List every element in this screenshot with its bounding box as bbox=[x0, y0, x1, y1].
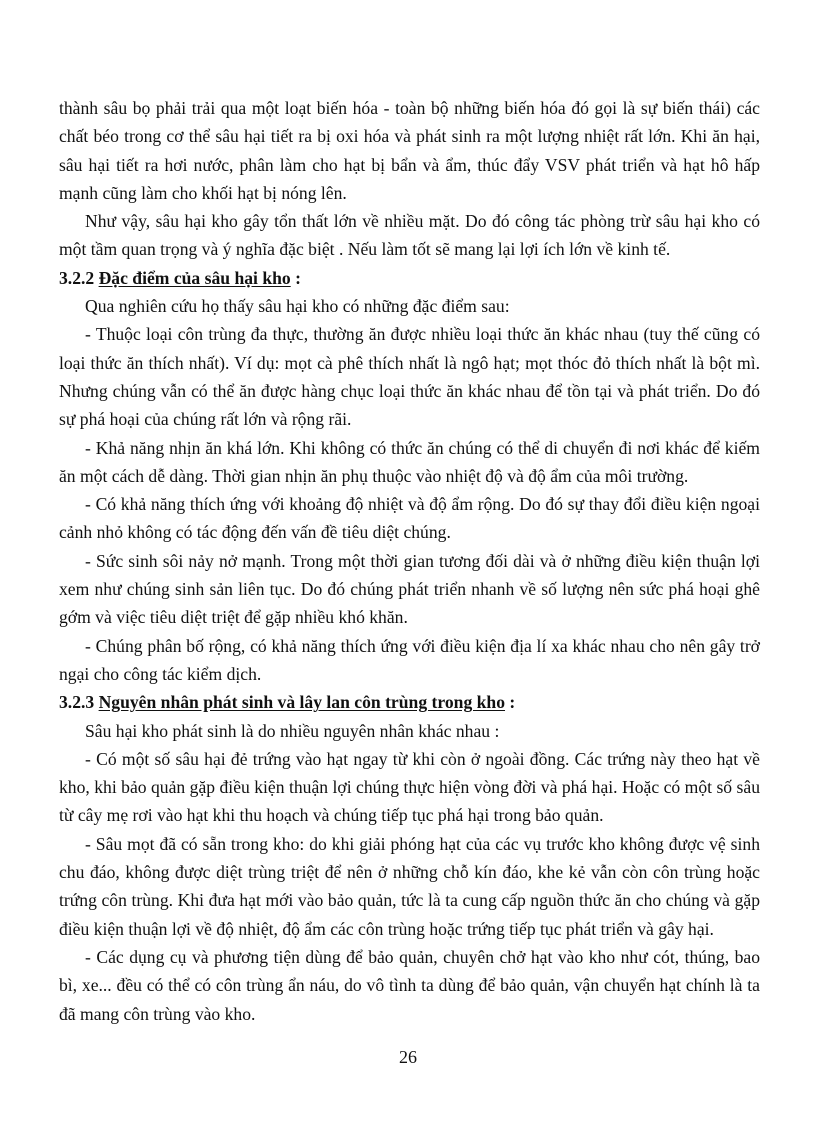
page-number: 26 bbox=[399, 1047, 417, 1067]
paragraph: Qua nghiên cứu họ thấy sâu hại kho có những đặc điểm sau: bbox=[85, 296, 510, 317]
section-title-suffix: : bbox=[290, 267, 301, 288]
section-heading-3-2-2 bbox=[59, 264, 760, 292]
list-item: - Sâu mọt đã có sẵn trong kho: do khi giải phóng hạt của các vụ trước kho không được vệ sinh chu đáo, không được diệt trùng triệt để nên ở những chỗ kín đáo, khe kẻ vẫn còn côn trùng hoặc trứng côn trùng. Khi đưa hạt mới vào bảo quản, tức là ta cung cấp nguồn thức ăn cho chúng và gặp điều kiện thuận lợi về độ nhiệt, độ ẩm các côn trùng hoặc trứng tiếp tục phát triển và gây hại. bbox=[59, 833, 760, 939]
list-item: - Sức sinh sôi nảy nở mạnh. Trong một thời gian tương đối dài và ở những điều kiện thuận lợi xem như chúng sinh sản liên tục. Do đó chúng phát triển nhanh về số lượng nên sức phá hoại ghê gớm và việc tiêu diệt triệt để gặp nhiều khó khăn. bbox=[59, 550, 760, 628]
list-item: - Có một số sâu hại đẻ trứng vào hạt ngay từ khi còn ở ngoài đồng. Các trứng này theo hạt về kho, khi bảo quản gặp điều kiện thuận lợi chúng thực hiện vòng đời và phá hại. Hoặc có một số sâu từ cây mẹ rơi vào hạt khi thu hoạch và chúng tiếp tục phá hại trong bảo quản. bbox=[59, 748, 760, 826]
section-number: 3.2.3 bbox=[59, 692, 95, 713]
document-page bbox=[59, 94, 760, 1028]
paragraph: Sâu hại kho phát sinh là do nhiều nguyên nhân khác nhau : bbox=[85, 720, 500, 741]
list-item: - Chúng phân bố rộng, có khả năng thích ứng với điều kiện địa lí xa khác nhau cho nên gây trở ngại cho công tác kiểm dịch. bbox=[59, 635, 760, 684]
section-title: Đặc điểm của sâu hại kho bbox=[98, 267, 291, 288]
paragraph: thành sâu bọ phải trải qua một loạt biến hóa - toàn bộ những biến hóa đó gọi là sự biến thái) các chất béo trong cơ thể sâu hại tiết ra bị oxi hóa và phát sinh ra một lượng nhiệt rất lớn. Khi ăn hại, sâu hại tiết ra hơi nước, phân làm cho hạt bị bẩn và ẩm, thúc đẩy VSV phát triển và hạt hô hấp mạnh cũng làm cho khối hạt bị nóng lên. bbox=[59, 98, 760, 203]
section-heading-3-2-3 bbox=[59, 688, 760, 716]
list-item: - Khả năng nhịn ăn khá lớn. Khi không có thức ăn chúng có thể di chuyển đi nơi khác để kiếm ăn một cách dễ dàng. Thời gian nhịn ăn phụ thuộc vào nhiệt độ và độ ẩm của môi trường. bbox=[59, 437, 760, 486]
section-title: Nguyên nhân phát sinh và lây lan côn trùng trong kho bbox=[98, 692, 506, 713]
list-item: - Có khả năng thích ứng với khoảng độ nhiệt và độ ẩm rộng. Do đó sự thay đổi điều kiện ngoại cảnh nhỏ không có tác động đến vấn đề tiêu diệt chúng. bbox=[59, 494, 760, 543]
list-item: - Thuộc loại côn trùng đa thực, thường ăn được nhiều loại thức ăn khác nhau (tuy thế cũng có loại thức ăn thích nhất). Ví dụ: mọt cà phê thích nhất là ngô hạt; mọt thóc đỏ thích nhất là bột mì. Nhưng chúng vẫn có thể ăn được hàng chục loại thức ăn khác nhau để tồn tại và phát triển. Do đó sự phá hoại của chúng rất lớn và rộng rãi. bbox=[59, 324, 760, 430]
list-item: - Các dụng cụ và phương tiện dùng để bảo quản, chuyên chở hạt vào kho như cót, thúng, bao bì, xe... đều có thể có côn trùng ẩn náu, do vô tình ta dùng để bảo quản, vận chuyển hạt chính là ta đã mang côn trùng vào kho. bbox=[59, 946, 760, 1024]
section-title-suffix: : bbox=[505, 692, 516, 713]
paragraph: Như vậy, sâu hại kho gây tổn thất lớn về nhiều mặt. Do đó công tác phòng trừ sâu hại kho có một tầm quan trọng và ý nghĩa đặc biệt . Nếu làm tốt sẽ mang lại lợi ích lớn về kinh tế. bbox=[59, 211, 760, 260]
section-number: 3.2.2 bbox=[59, 267, 95, 288]
